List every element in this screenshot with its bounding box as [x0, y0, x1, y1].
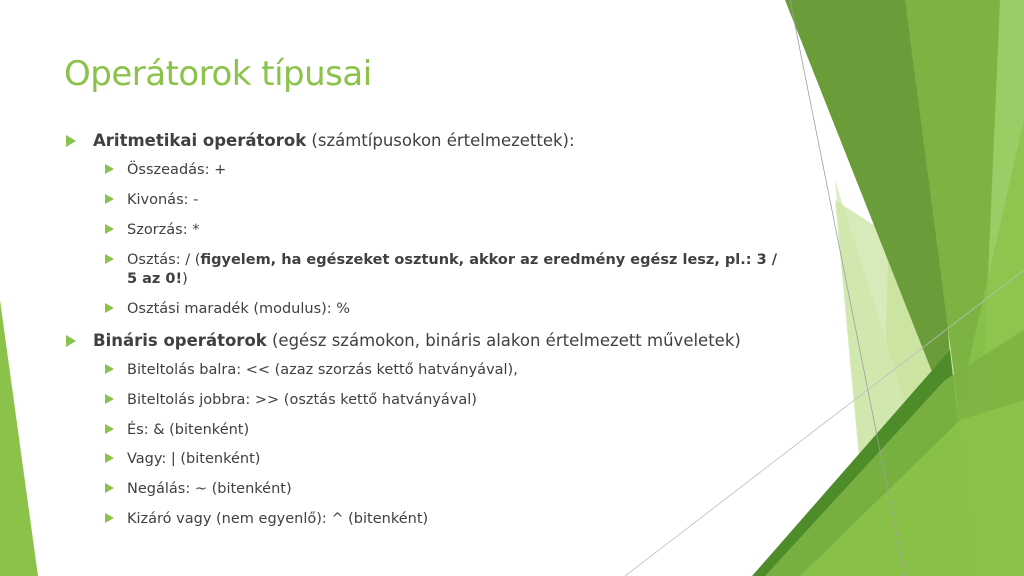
bullet-level-2: [64, 221, 784, 240]
bullet-arrow-icon: [105, 164, 114, 174]
sub-bullet-text: Negálás: ~ (bitenként): [127, 481, 292, 498]
bullet-level-1: [64, 130, 784, 151]
sub-bullet-text: És: & (bitenként): [127, 421, 250, 438]
bullet-text: (egész számokon, bináris alakon értelmezett műveletek): [266, 330, 741, 350]
bullet-arrow-icon: [105, 364, 114, 374]
bullet-arrow-icon: [105, 254, 114, 264]
bullet-arrow-icon: [105, 194, 114, 204]
bullet-list: [64, 130, 784, 540]
bullet-arrow-icon: [105, 483, 114, 493]
bullet-text: (számtípusokon értelmezettek):: [306, 131, 575, 150]
bullet-arrow-icon: [105, 394, 114, 404]
bullet-level-2: [64, 480, 784, 499]
bullet-level-2: [64, 161, 784, 180]
bullet-level-2: [64, 510, 784, 529]
sub-bullet-text: Összeadás: +: [127, 162, 227, 179]
bullet-level-1: [64, 330, 784, 351]
bullet-arrow-icon: [66, 135, 76, 147]
bullet-level-2: [64, 391, 784, 410]
sub-bullet-suffix: ): [182, 270, 188, 287]
left-green-sliver: [0, 300, 38, 576]
bullet-level-2: [64, 191, 784, 210]
sub-bullet-text: Vagy: | (bitenként): [127, 451, 261, 468]
sub-bullet-text: Osztási maradék (modulus): %: [127, 300, 351, 317]
bullet-arrow-icon: [105, 224, 114, 234]
bullet-bold-text: Aritmetikai operátorok: [93, 131, 307, 150]
bullet-bold-text: Bináris operátorok: [93, 330, 267, 350]
bullet-level-2: [64, 300, 784, 319]
sub-bullet-text: Biteltolás jobbra: >> (osztás kettő hatványával): [127, 391, 477, 408]
slide-title: Operátorok típusai: [64, 54, 372, 94]
bullet-level-2: [64, 421, 784, 440]
bullet-arrow-icon: [105, 424, 114, 434]
bullet-level-2: [64, 361, 784, 380]
sub-bullet-text: Kizáró vagy (nem egyenlő): ^ (bitenként): [127, 511, 429, 528]
bullet-arrow-icon: [105, 303, 114, 313]
sub-bullet-text: Biteltolás balra: << (azaz szorzás kettő hatványával),: [127, 361, 518, 378]
sub-bullet-text: Szorzás: *: [127, 222, 200, 239]
sub-bullet-text: Kivonás: -: [127, 192, 199, 209]
bullet-arrow-icon: [105, 453, 114, 463]
bullet-level-2: [64, 251, 784, 289]
bullet-level-2: [64, 450, 784, 469]
bullet-arrow-icon: [66, 335, 76, 347]
sub-bullet-bold-text: figyelem, ha egészeket osztunk, akkor az eredmény egész lesz, pl.: 3 / 5 az 0!: [127, 251, 778, 287]
bullet-arrow-icon: [105, 513, 114, 523]
sub-bullet-text: Osztás: / (: [127, 251, 201, 268]
